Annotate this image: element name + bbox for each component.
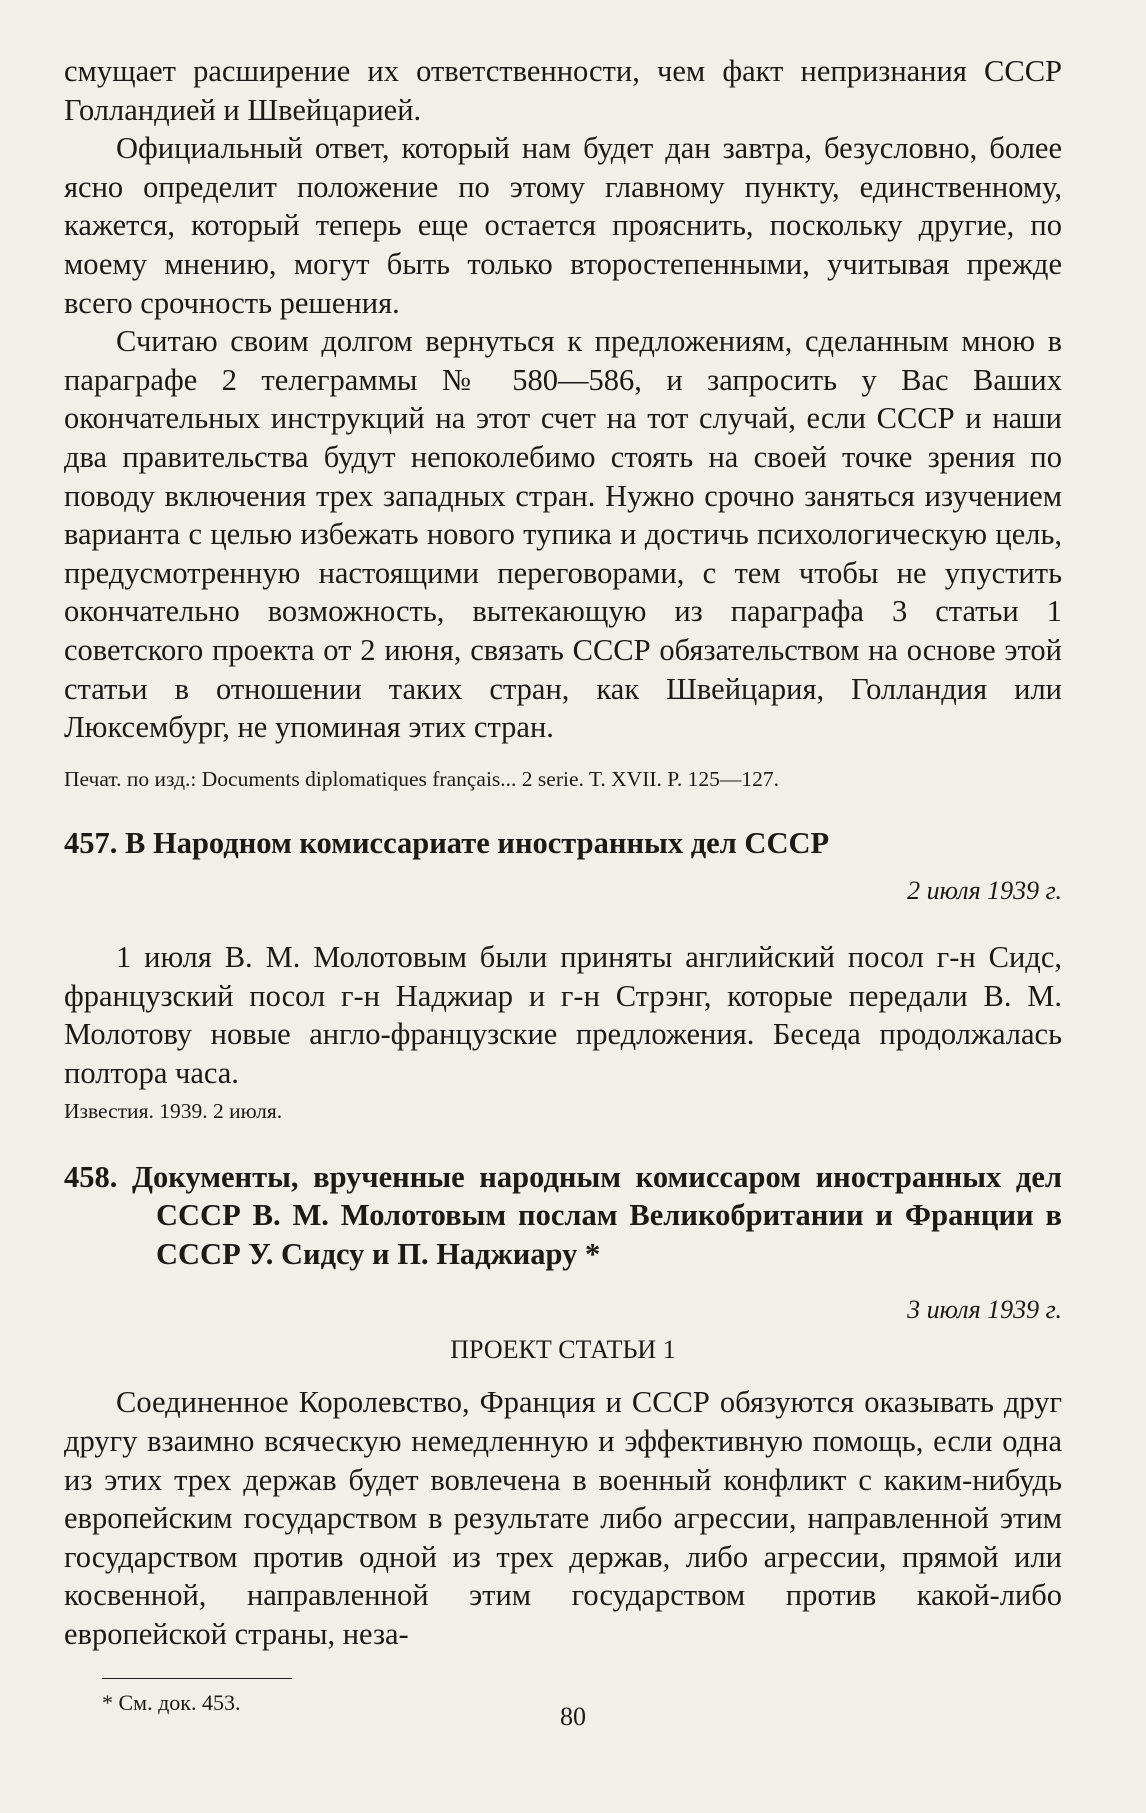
page-number: 80 [560, 1702, 586, 1731]
doc-458-text: Соединенное Королевство, Франция и СССР обязуются оказывать друг другу взаимно всяческую немедленную и эффективную помощь, если одна из этих трех держав будет вовлечена в военный конфликт с каким-нибудь европейским государством в результате либо агрессии, направленной этим государством против одной из трех держав, либо агрессии, прямой или косвенной, направленной этим государством против какой-либо европейской страны, неза- [64, 1385, 1062, 1651]
doc-458-date: 3 июля 1939 г. [907, 1295, 1062, 1325]
doc-457-heading: 457. В Народном комиссариате иностранных дел СССР [64, 825, 830, 860]
doc-457-source: Известия. 1939. 2 июля. [64, 1098, 283, 1123]
paragraph-continued: смущает расширение их ответственности, чем факт непризнания СССР Голландией и Швейцарией. [64, 54, 1062, 127]
page-body [64, 52, 1062, 1717]
paragraph-official-answer: Официальный ответ, который нам будет дан завтра, безусловно, более ясно определит положение по этому главному пункту, единственному, кажется, который теперь еще остается прояснить, поскольку другие, по моему мнению, могут быть только второстепенными, учитывая прежде всего срочность решения. [64, 131, 1062, 320]
doc-457-date: 2 июля 1939 г. [907, 876, 1062, 906]
doc-457-text: 1 июля В. М. Молотовым были приняты английский посол г-н Сидс, французский посол г-н Наджиар и г-н Стрэнг, которые передали В. М. Молотову новые англо-французские предложения. Беседа продолжалась полтора часа. [64, 940, 1062, 1091]
doc-458-heading: 458. Документы, врученные народным комиссаром иностранных дел СССР В. М. Молотовым послам Великобритании и Франции в СССР У. Сидсу и П. Наджиару * [64, 1159, 1062, 1271]
paragraph-instructions-request: Считаю своим долгом вернуться к предложениям, сделанным мною в параграфе 2 телеграммы № 580—586, и запросить у Вас Ваших окончательных инструкций на этот счет на тот случай, если СССР и наши два правительства будут непоколебимо стоять на своей точке зрения по поводу включения трех западных стран. Нужно срочно заняться изучением варианта с целью избежать нового тупика и достичь психологическую цель, предусмотренную настоящими переговорами, с тем чтобы не упустить окончательно возможность, вытекающую из параграфа 3 статьи 1 советского проекта от 2 июня, связать СССР обязательством на основе этой статьи в отношении таких стран, как Швейцария, Голландия или Люксембург, не упоминая этих стран. [64, 324, 1062, 745]
section-title: ПРОЕКТ СТАТЬИ 1 [450, 1335, 676, 1365]
footnote: * См. док. 453. [102, 1689, 241, 1715]
footnote-separator [102, 1678, 292, 1679]
source-citation-456: Печат. по изд.: Documents diplomatiques français... 2 serie. T. XVII. P. 125—127. [64, 766, 779, 791]
